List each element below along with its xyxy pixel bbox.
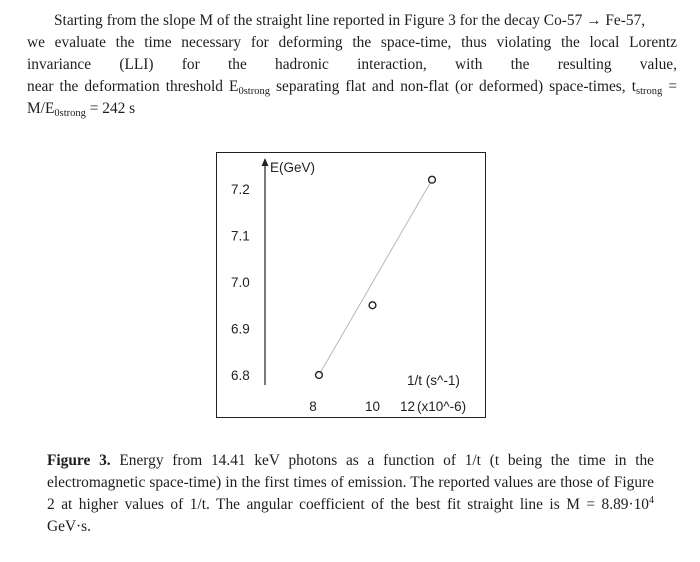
paragraph-line-2: we evaluate the time necessary for deforming the space-time, thus violating the local Lorentz bbox=[27, 34, 677, 51]
x-tick-label: 8 bbox=[309, 399, 317, 414]
y-tick-label: 6.9 bbox=[231, 321, 250, 337]
caption-exponent: 4 bbox=[649, 495, 654, 506]
data-point bbox=[369, 302, 376, 309]
y-tick-label: 7.0 bbox=[231, 275, 250, 290]
figure-caption bbox=[47, 450, 654, 538]
y-axis-arrow-icon bbox=[262, 158, 269, 166]
x-axis-label: 1/t (s^-1) bbox=[407, 373, 460, 388]
caption-text: Energy from 14.41 keV photons as a function of 1/t (t being the time in the electromagnetic space-time) in the first times of emission. The reported values are those of Figure 2 at higher values of 1/t. The angular coefficient of the best fit straight line is M = 8.89·10 bbox=[47, 452, 654, 513]
paragraph-line-5: $M/E_{0strong} = 242$ s bbox=[27, 100, 136, 119]
data-point bbox=[316, 372, 323, 379]
x-tick-label: 10 bbox=[364, 399, 381, 414]
paragraph-line-1: Starting from the slope M of the straight line reported in Figure 3 for the decay Co-57 → Fe-57, bbox=[54, 12, 646, 29]
data-point bbox=[429, 176, 436, 183]
figure-3-chart bbox=[216, 152, 486, 418]
fit-line bbox=[319, 180, 432, 375]
x-axis-unit-label: (x10^-6) bbox=[417, 399, 467, 414]
chart-svg bbox=[217, 153, 485, 417]
paragraph-line-4: near the deformation threshold $E_{0strong}$ separating flat and non-flat (or deformed) space-times, $t_{strong}$ = bbox=[27, 78, 677, 97]
body-paragraph bbox=[27, 10, 677, 120]
x-tick-label: 12 bbox=[400, 399, 416, 414]
y-tick-label: 7.2 bbox=[231, 182, 250, 197]
y-axis-label: E(GeV) bbox=[270, 160, 316, 175]
paragraph-line-3: invariance (LLI) for the hadronic interaction, with the resulting value, bbox=[27, 56, 677, 73]
y-tick-label: 7.1 bbox=[231, 228, 250, 244]
caption-text-end: GeV·s. bbox=[47, 518, 92, 535]
caption-label: Figure 3. bbox=[47, 452, 111, 469]
y-tick-label: 6.8 bbox=[231, 368, 250, 383]
